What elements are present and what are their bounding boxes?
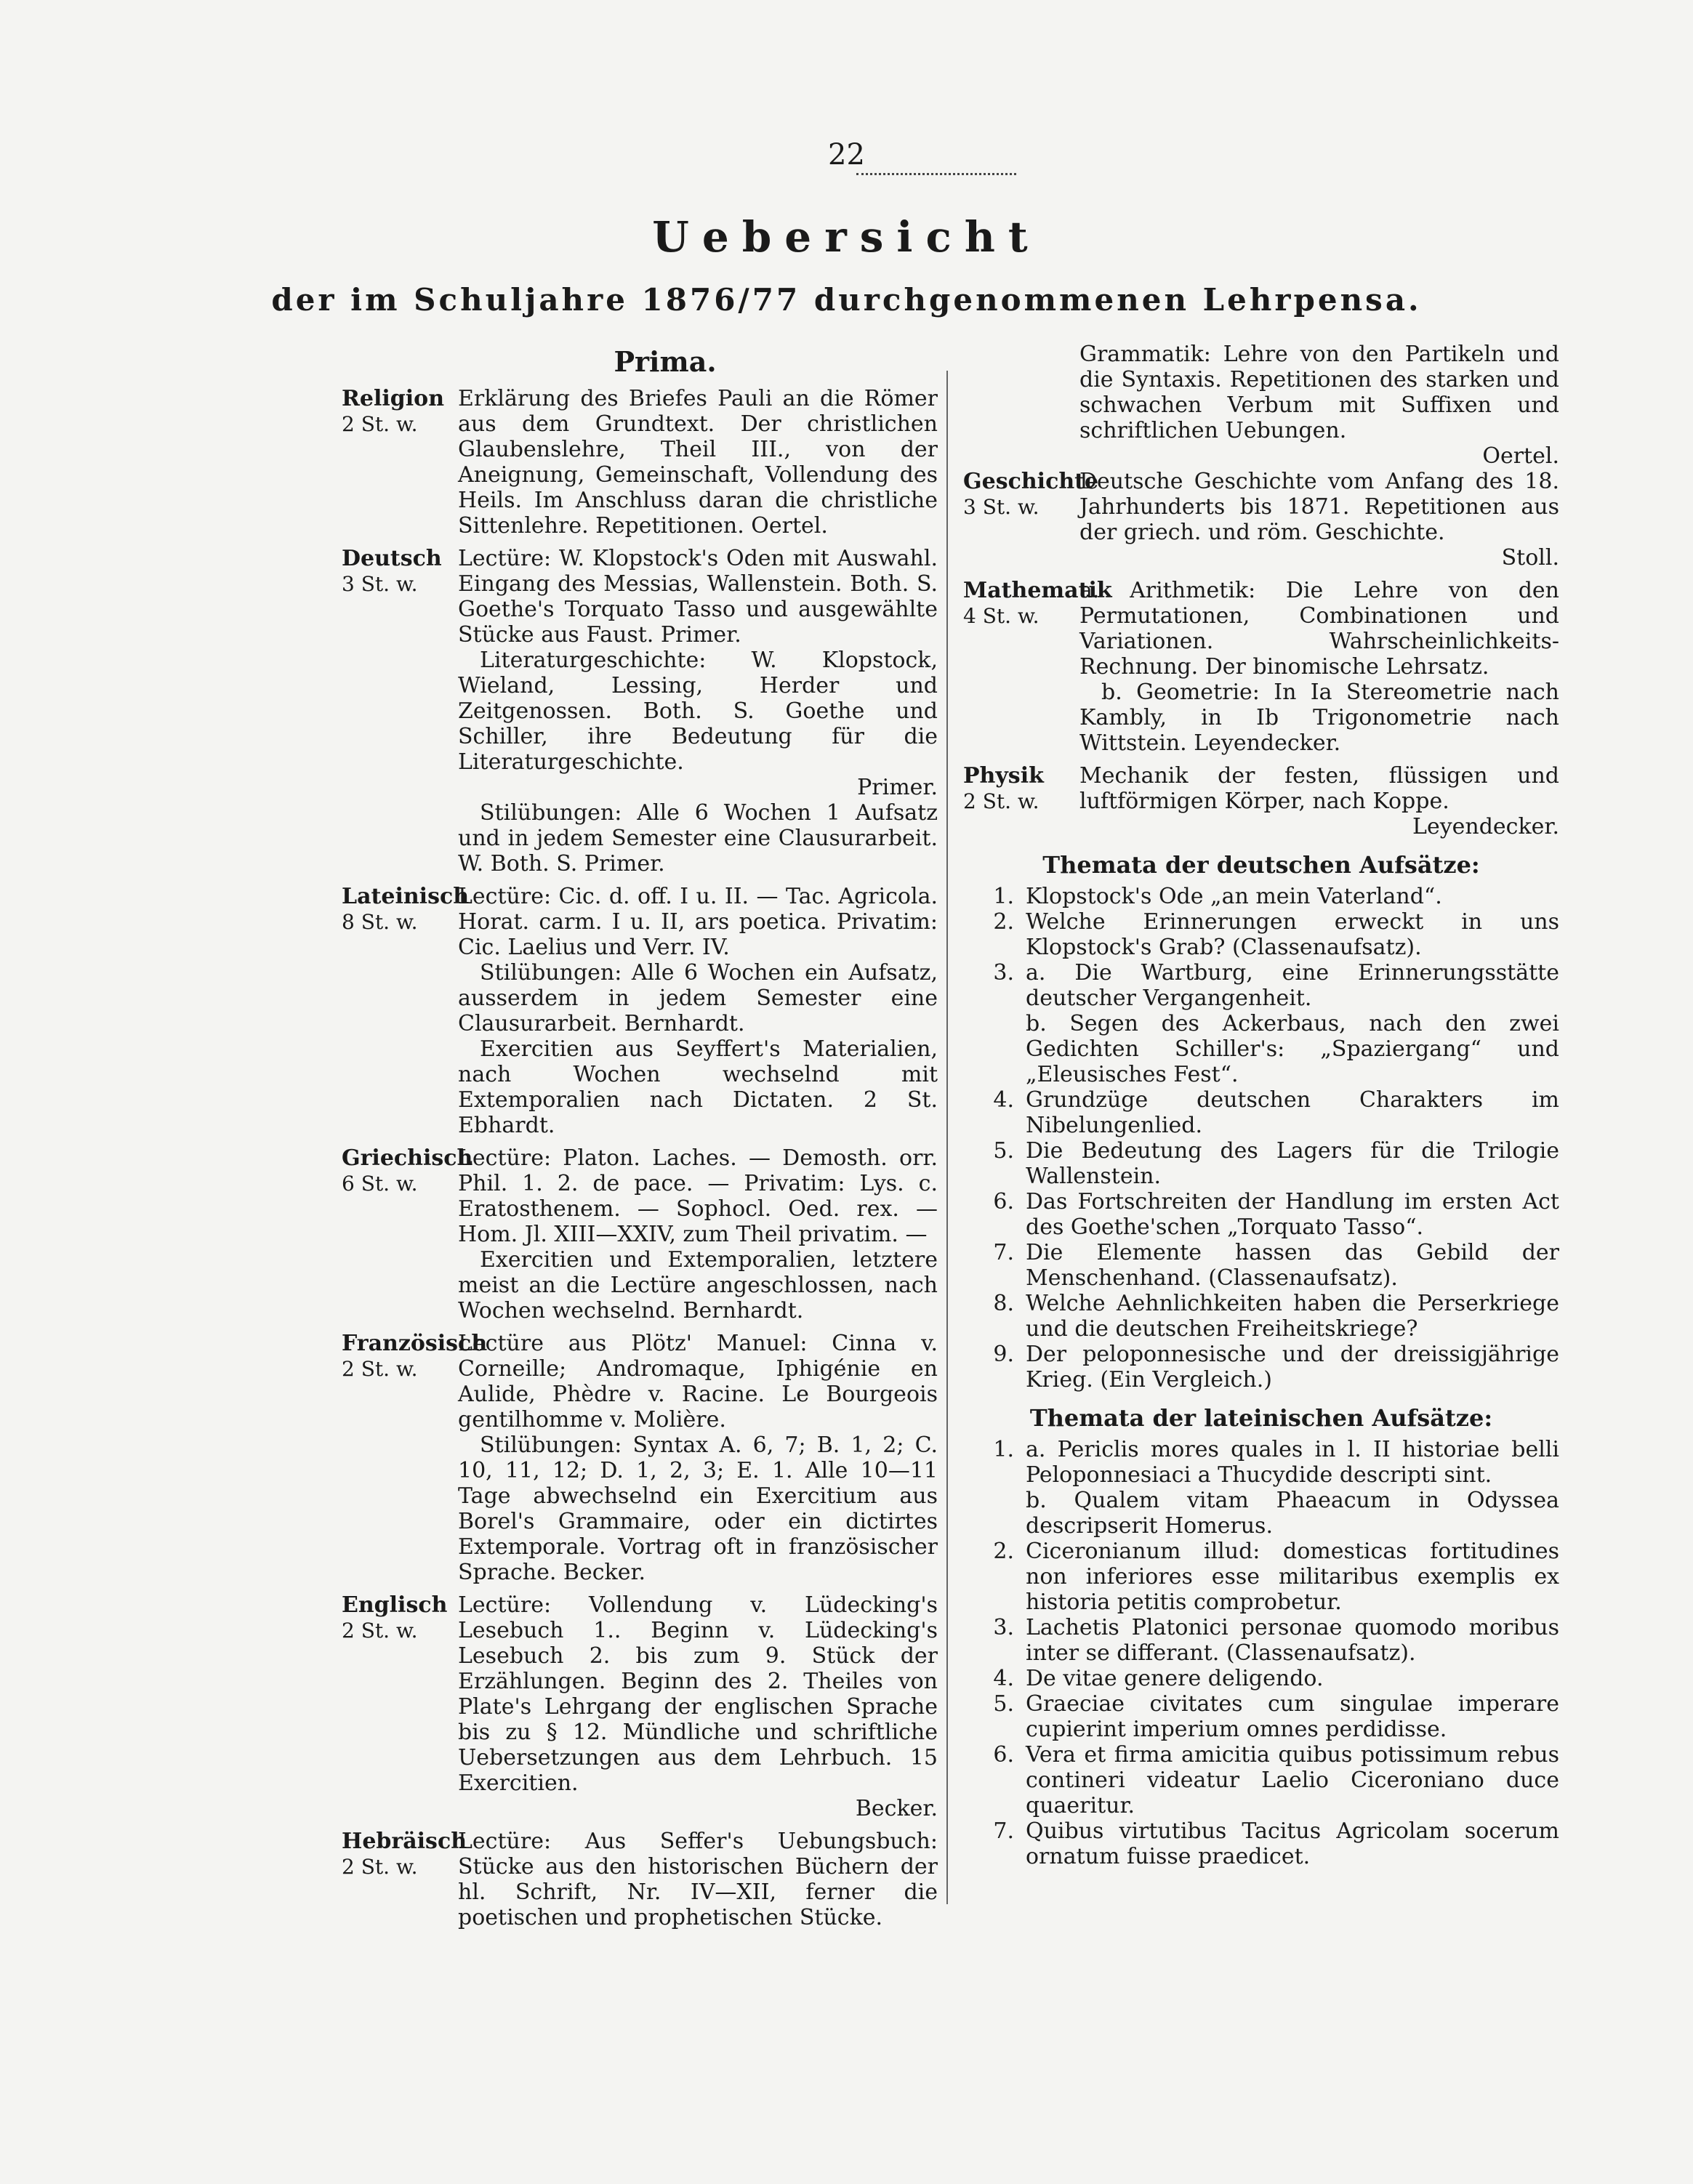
theme-text: Quibus virtutibus Tacitus Agricolam socerum ornatum fuisse praedicet. [1026, 1818, 1559, 1869]
theme-number: 8. [993, 1291, 1014, 1316]
right-subject-list [963, 469, 1559, 839]
theme-item [963, 1342, 1559, 1393]
subject-paragraph: b. Geometrie: In Ia Stereometrie nach Kambly, in Ib Trigonometrie nach Wittstein. Leyendecker. [1079, 680, 1559, 756]
subject-hours: 8 St. w. [342, 910, 418, 934]
subject-paragraph: Stoll. [1501, 545, 1559, 571]
theme-item [963, 884, 1559, 909]
subject-entry [342, 546, 938, 877]
column-divider [946, 371, 948, 1904]
subject-hours: 2 St. w. [963, 789, 1039, 813]
subject-name: Physik [963, 763, 1044, 789]
theme-text: De vitae genere deligendo. [1026, 1666, 1324, 1691]
theme-item [963, 1138, 1559, 1189]
theme-number: 1. [993, 1437, 1014, 1462]
theme-number: 4. [993, 1666, 1014, 1691]
subject-entry [342, 1145, 938, 1323]
subject-label [963, 578, 1112, 756]
theme-number: 6. [993, 1742, 1014, 1768]
subject-entry [342, 1829, 938, 1930]
subject-paragraph: Primer. [857, 775, 938, 800]
subject-paragraph: Stilübungen: Syntax A. 6, 7; B. 1, 2; C. 10, 11, 12; D. 1, 2, 3; E. 1. Alle 10—11 Tage abwechselnd ein Exercitium aus Borel's Grammaire, oder ein dictirtes Extemporale. Vortrag oft in französischer Sprache. Becker. [458, 1433, 938, 1585]
subject-label [342, 884, 470, 1138]
left-column [342, 342, 938, 1938]
theme-number: 5. [993, 1691, 1014, 1717]
class-heading: Prima. [614, 345, 717, 378]
subject-paragraph: Stilübungen: Alle 6 Wochen 1 Aufsatz und in jedem Semester eine Clausurarbeit. W. Both. S. Primer. [458, 800, 938, 877]
theme-item [963, 1437, 1559, 1488]
subject-paragraph: Lectüre: Aus Seffer's Uebungsbuch: Stücke aus den historischen Büchern der hl. Schrift, Nr. IV—XII, ferner die poetischen und prophetischen Stücke. [458, 1829, 938, 1930]
subject-body [1079, 763, 1559, 839]
theme-item [963, 1691, 1559, 1742]
subject-paragraph: Lectüre aus Plötz' Manuel: Cinna v. Corneille; Andromaque, Iphigénie en Aulide, Phèdre v. Racine. Le Bourgeois gentilhomme v. Molière. [458, 1331, 938, 1433]
theme-item [963, 1666, 1559, 1691]
theme-text: Graeciae civitates cum singulae imperare cupierint imperium omnes perdidisse. [1026, 1691, 1559, 1742]
theme-text: a. Die Wartburg, eine Erinnerungsstätte deutscher Vergangenheit. [1026, 960, 1559, 1011]
subject-paragraph: Literaturgeschichte: W. Klopstock, Wieland, Lessing, Herder und Zeitgenossen. Both. S. Goethe und Schiller, ihre Bedeutung für die Literaturgeschichte. [458, 648, 938, 775]
subject-hours: 6 St. w. [342, 1172, 418, 1196]
subject-paragraph: a. Arithmetik: Die Lehre von den Permutationen, Combinationen und Variationen. Wahrscheinlichkeits-Rechnung. Der binomische Lehrsatz. [1079, 578, 1559, 680]
subject-body [458, 1592, 938, 1821]
theme-text: Der peloponnesische und der dreissigjährige Krieg. (Ein Vergleich.) [1026, 1342, 1559, 1393]
subject-body [458, 546, 938, 877]
subject-label [342, 1145, 473, 1323]
theme-item [963, 1011, 1559, 1087]
theme-text: b. Qualem vitam Phaeacum in Odyssea descripserit Homerus. [1026, 1488, 1559, 1539]
theme-item [963, 1240, 1559, 1291]
theme-item [963, 1615, 1559, 1666]
subject-paragraph: Exercitien aus Seyffert's Materialien, nach Wochen wechselnd mit Extemporalien nach Dictaten. 2 St. Ebhardt. [458, 1036, 938, 1138]
subject-name: Geschichte [963, 469, 1099, 494]
subject-label [342, 1829, 467, 1930]
theme-item [963, 1291, 1559, 1342]
theme-number [963, 1011, 1026, 1087]
theme-text: a. Periclis mores quales in l. II historiae belli Peloponnesiaci a Thucydide descripti sint. [1026, 1437, 1559, 1488]
page-title: Uebersicht [652, 212, 1041, 262]
ornament-divider [856, 173, 1016, 185]
theme-number: 1. [993, 884, 1014, 909]
theme-item [963, 1189, 1559, 1240]
subject-name: Englisch [342, 1592, 448, 1618]
theme-text: b. Segen des Ackerbaus, nach den zwei Gedichten Schiller's: „Spaziergang“ und „Eleusisches Fest“. [1026, 1011, 1559, 1087]
theme-number: 6. [993, 1189, 1014, 1214]
theme-item [963, 1742, 1559, 1818]
right-column [963, 342, 1559, 1869]
subject-entry [342, 1592, 938, 1821]
subject-hours: 4 St. w. [963, 604, 1039, 628]
subject-hours: 2 St. w. [342, 1855, 418, 1879]
subject-entry [963, 578, 1559, 756]
subject-entry [342, 1331, 938, 1585]
theme-text: Klopstock's Ode „an mein Vaterland“. [1026, 884, 1442, 909]
subject-paragraph: Exercitien und Extemporalien, letztere meist an die Lectüre angeschlossen, nach Wochen wechselnd. Bernhardt. [458, 1247, 938, 1323]
subject-label [963, 763, 1079, 839]
theme-item [963, 1818, 1559, 1869]
subject-name: Hebräisch [342, 1829, 467, 1854]
subject-paragraph: Deutsche Geschichte vom Anfang des 18. Jahrhunderts bis 1871. Repetitionen aus der griech. und röm. Geschichte. [1079, 469, 1559, 545]
theme-number: 3. [993, 960, 1014, 986]
subject-hours: 3 St. w. [963, 495, 1039, 519]
theme-number: 7. [993, 1818, 1014, 1844]
theme-item [963, 909, 1559, 960]
theme-item [963, 1539, 1559, 1615]
theme-text: Vera et firma amicitia quibus potissimum rebus contineri videatur Laelio Ciceroniano duce quaeritur. [1026, 1742, 1559, 1818]
theme-text: Welche Aehnlichkeiten haben die Perserkriege und die deutschen Freiheitskriege? [1026, 1291, 1559, 1342]
subject-paragraph: Leyendecker. [1412, 814, 1559, 839]
latin-essays-list [963, 1437, 1559, 1869]
subject-name: Mathematik [963, 578, 1112, 603]
theme-text: Die Elemente hassen das Gebild der Menschenhand. (Classenaufsatz). [1026, 1240, 1559, 1291]
subject-paragraph: Stilübungen: Alle 6 Wochen ein Aufsatz, ausserdem in jedem Semester eine Clausurarbeit. Bernhardt. [458, 960, 938, 1036]
subject-name: Griechisch [342, 1145, 473, 1171]
subject-hours: 3 St. w. [342, 572, 418, 596]
subject-paragraph: Lectüre: Platon. Laches. — Demosth. orr. Phil. 1. 2. de pace. — Privatim: Lys. c. Eratosthenem. — Sophocl. Oed. rex. — Hom. Jl. XIII—XXIV, zum Theil privatim. — [458, 1145, 938, 1247]
theme-item [963, 960, 1559, 1011]
subject-paragraph: Mechanik der festen, flüssigen und luftförmigen Körper, nach Koppe. [1079, 763, 1559, 814]
grammar-text: Grammatik: Lehre von den Partikeln und die Syntaxis. Repetitionen des starken und schwachen Verbum mit Suffixen und schriftlichen Uebungen. [1079, 342, 1559, 443]
subject-body [1079, 469, 1559, 571]
theme-text: Ciceronianum illud: domesticas fortitudines non inferiores esse militaribus exemplis ex historia petitis comprobetur. [1026, 1539, 1559, 1615]
theme-text: Die Bedeutung des Lagers für die Trilogie Wallenstein. [1026, 1138, 1559, 1189]
subject-name: Deutsch [342, 546, 442, 571]
theme-item [963, 1488, 1559, 1539]
theme-number: 2. [993, 1539, 1014, 1564]
subject-hours: 2 St. w. [342, 1357, 418, 1381]
subject-label [342, 546, 458, 877]
latin-essays-heading: Themata der lateinischen Aufsätze: [1029, 1404, 1493, 1432]
theme-number: 9. [993, 1342, 1014, 1367]
grammar-teacher: Oertel. [1482, 443, 1559, 469]
subject-name: Lateinisch [342, 884, 470, 909]
subject-label [342, 1592, 458, 1821]
subject-entry [342, 386, 938, 539]
theme-number: 5. [993, 1138, 1014, 1164]
subject-paragraph: Lectüre: Vollendung v. Lüdecking's Lesebuch 1.. Beginn v. Lüdecking's Lesebuch 2. bis zum 9. Stück der Erzählungen. Beginn des 2. Theiles von Plate's Lehrgang der englischen Sprache bis zu § 12. Mündliche und schriftliche Uebersetzungen aus dem Lehrbuch. 15 Exercitien. [458, 1592, 938, 1796]
page-number: 22 [828, 138, 865, 172]
theme-item [963, 1087, 1559, 1138]
subject-paragraph: Lectüre: W. Klopstock's Oden mit Auswahl. Eingang des Messias, Wallenstein. Both. S. Goethe's Torquato Tasso und ausgewählte Stücke aus Faust. Primer. [458, 546, 938, 648]
subject-body [458, 884, 938, 1138]
subject-body [458, 386, 938, 539]
subject-entry [963, 763, 1559, 839]
left-subject-list [342, 386, 938, 1930]
theme-number [963, 1488, 1026, 1539]
theme-number: 2. [993, 909, 1014, 935]
subject-hours: 2 St. w. [342, 412, 418, 436]
theme-number: 3. [993, 1615, 1014, 1640]
subject-entry [963, 469, 1559, 571]
subject-name: Französisch [342, 1331, 488, 1356]
subject-label [963, 469, 1099, 571]
theme-text: Lachetis Platonici personae quomodo moribus inter se differant. (Classenaufsatz). [1026, 1615, 1559, 1666]
theme-text: Welche Erinnerungen erweckt in uns Klopstock's Grab? (Classenaufsatz). [1026, 909, 1559, 960]
theme-text: Das Fortschreiten der Handlung im ersten Act des Goethe'schen „Torquato Tasso“. [1026, 1189, 1559, 1240]
subject-label [342, 1331, 488, 1585]
subject-entry [342, 884, 938, 1138]
page-subtitle: der im Schuljahre 1876/77 durchgenommenen Lehrpensa. [271, 282, 1422, 318]
subject-body [458, 1829, 938, 1930]
subject-paragraph: Erklärung des Briefes Pauli an die Römer aus dem Grundtext. Der christlichen Glaubenslehre, Theil III., von der Aneignung, Gemeinschaft, Vollendung des Heils. Im Anschluss daran die christliche Sittenlehre. Repetitionen. Oertel. [458, 386, 938, 539]
subject-paragraph: Lectüre: Cic. d. off. I u. II. — Tac. Agricola. Horat. carm. I u. II, ars poetica. Privatim: Cic. Laelius und Verr. IV. [458, 884, 938, 960]
grammar-continuation [963, 342, 1559, 469]
subject-label [342, 386, 458, 539]
subject-paragraph: Becker. [855, 1796, 938, 1821]
subject-name: Religion [342, 386, 445, 411]
subject-hours: 2 St. w. [342, 1619, 418, 1643]
german-essays-heading: Themata der deutschen Aufsätze: [1042, 851, 1480, 879]
subject-body [458, 1331, 938, 1585]
subject-body [1079, 578, 1559, 756]
subject-body [458, 1145, 938, 1323]
theme-text: Grundzüge deutschen Charakters im Nibelungenlied. [1026, 1087, 1559, 1138]
german-essays-list [963, 884, 1559, 1393]
theme-number: 7. [993, 1240, 1014, 1265]
theme-number: 4. [993, 1087, 1014, 1113]
